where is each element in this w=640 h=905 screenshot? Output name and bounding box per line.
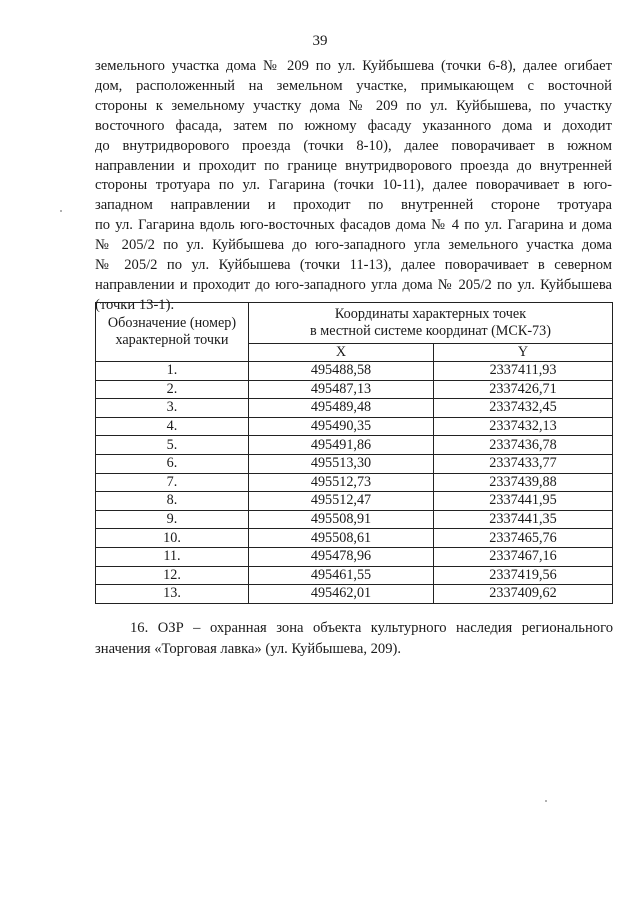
cell-x: 495512,47 bbox=[249, 492, 434, 511]
cell-y: 2337436,78 bbox=[434, 436, 613, 455]
coordinates-table bbox=[95, 302, 613, 604]
cell-x: 495508,61 bbox=[249, 529, 434, 548]
header-coordinate-system bbox=[249, 303, 613, 344]
header-point-id bbox=[96, 303, 249, 362]
cell-x: 495512,73 bbox=[249, 473, 434, 492]
cell-y: 2337433,77 bbox=[434, 454, 613, 473]
cell-y: 2337432,45 bbox=[434, 399, 613, 418]
header-x: X bbox=[249, 344, 434, 362]
cell-point-number: 10. bbox=[96, 529, 249, 548]
paragraph-line: № 205/2 по ул. Куйбышева (точки 11-13), далее поворачивает в северном bbox=[95, 257, 612, 274]
cell-y: 2337432,13 bbox=[434, 417, 613, 436]
cell-y: 2337426,71 bbox=[434, 380, 613, 399]
cell-point-number: 8. bbox=[96, 492, 249, 511]
table-row bbox=[96, 529, 613, 548]
cell-x: 495487,13 bbox=[249, 380, 434, 399]
cell-point-number: 7. bbox=[96, 473, 249, 492]
cell-point-number: 13. bbox=[96, 585, 249, 604]
table-row bbox=[96, 436, 613, 455]
paragraph-line: западном направлении и проходит по внутренней стороне тротуара bbox=[95, 197, 612, 214]
cell-y: 2337439,88 bbox=[434, 473, 613, 492]
cell-x: 495491,86 bbox=[249, 436, 434, 455]
paragraph-line: № 205/2 по ул. Куйбышева до юго-западного угла земельного участка дома bbox=[95, 237, 612, 254]
table-row bbox=[96, 380, 613, 399]
cell-y: 2337441,95 bbox=[434, 492, 613, 511]
cell-x: 495461,55 bbox=[249, 566, 434, 585]
cell-point-number: 9. bbox=[96, 510, 249, 529]
cell-x: 495478,96 bbox=[249, 547, 434, 566]
header-coordinate-system-line: Координаты характерных точек bbox=[334, 306, 527, 322]
table-row bbox=[96, 473, 613, 492]
table-row bbox=[96, 566, 613, 585]
table-row bbox=[96, 547, 613, 566]
header-point-id-line: Обозначение (номер) bbox=[107, 315, 237, 331]
table-row bbox=[96, 492, 613, 511]
paragraph-line: по ул. Гагарина вдоль юго-восточных фасадов дома № 4 по ул. Гагарина и дома bbox=[95, 217, 612, 234]
cell-x: 495488,58 bbox=[249, 362, 434, 381]
paragraph-line: направлении и проходит по границе внутридворового проезда до внутренней bbox=[95, 157, 612, 174]
cell-point-number: 12. bbox=[96, 566, 249, 585]
paragraph-line: дом, расположенный на земельном участке, примыкающем с восточной bbox=[95, 77, 612, 94]
paragraph-line: до внутридворового проезда (точки 8-10), далее поворачивает в южном bbox=[95, 137, 612, 154]
table-row bbox=[96, 454, 613, 473]
cell-x: 495489,48 bbox=[249, 399, 434, 418]
table-row bbox=[96, 417, 613, 436]
cell-y: 2337409,62 bbox=[434, 585, 613, 604]
scan-speck bbox=[60, 210, 62, 212]
section-16-line: значения «Торговая лавка» (ул. Куйбышева, 209). bbox=[95, 641, 402, 657]
header-coordinate-system-line: в местной системе координат (МСК-73) bbox=[310, 323, 551, 339]
header-point-id-line: характерной точки bbox=[115, 332, 229, 348]
paragraph-line: земельного участка дома № 209 по ул. Куйбышева (точки 6-8), далее огибает bbox=[95, 58, 612, 74]
cell-point-number: 4. bbox=[96, 417, 249, 436]
table-row bbox=[96, 362, 613, 381]
table-row bbox=[96, 510, 613, 529]
cell-y: 2337419,56 bbox=[434, 566, 613, 585]
section-16-line: 16. ОЗР – охранная зона объекта культурного наследия регионального bbox=[130, 620, 613, 636]
cell-y: 2337465,76 bbox=[434, 529, 613, 548]
cell-y: 2337441,35 bbox=[434, 510, 613, 529]
paragraph-line: стороны к земельному участку дома № 209 по ул. Куйбышева, по участку bbox=[95, 97, 612, 114]
cell-point-number: 5. bbox=[96, 436, 249, 455]
scan-speck bbox=[545, 800, 547, 802]
cell-y: 2337467,16 bbox=[434, 547, 613, 566]
paragraph-line: (точки 13-1). bbox=[95, 296, 175, 313]
cell-x: 495513,30 bbox=[249, 454, 434, 473]
cell-point-number: 11. bbox=[96, 547, 249, 566]
coordinates-table-body bbox=[96, 362, 613, 604]
cell-point-number: 3. bbox=[96, 399, 249, 418]
cell-x: 495490,35 bbox=[249, 417, 434, 436]
cell-x: 495462,01 bbox=[249, 585, 434, 604]
cell-point-number: 6. bbox=[96, 454, 249, 473]
table-row bbox=[96, 399, 613, 418]
cell-y: 2337411,93 bbox=[434, 362, 613, 381]
cell-point-number: 1. bbox=[96, 362, 249, 381]
table-row bbox=[96, 585, 613, 604]
boundary-description-paragraph bbox=[95, 57, 612, 316]
paragraph-line: восточного фасада, затем по южному фасаду указанного дома и доходит bbox=[95, 117, 612, 134]
cell-x: 495508,91 bbox=[249, 510, 434, 529]
header-y: Y bbox=[434, 344, 613, 362]
paragraph-line: направлении и проходит до юго-западного угла дома № 205/2 по ул. Куйбышева bbox=[95, 276, 612, 293]
cell-point-number: 2. bbox=[96, 380, 249, 399]
section-16-paragraph bbox=[95, 618, 613, 660]
page-number: 39 bbox=[312, 33, 328, 49]
paragraph-line: стороны тротуара по ул. Гагарина (точки 10-11), далее поворачивает в юго- bbox=[95, 177, 612, 194]
